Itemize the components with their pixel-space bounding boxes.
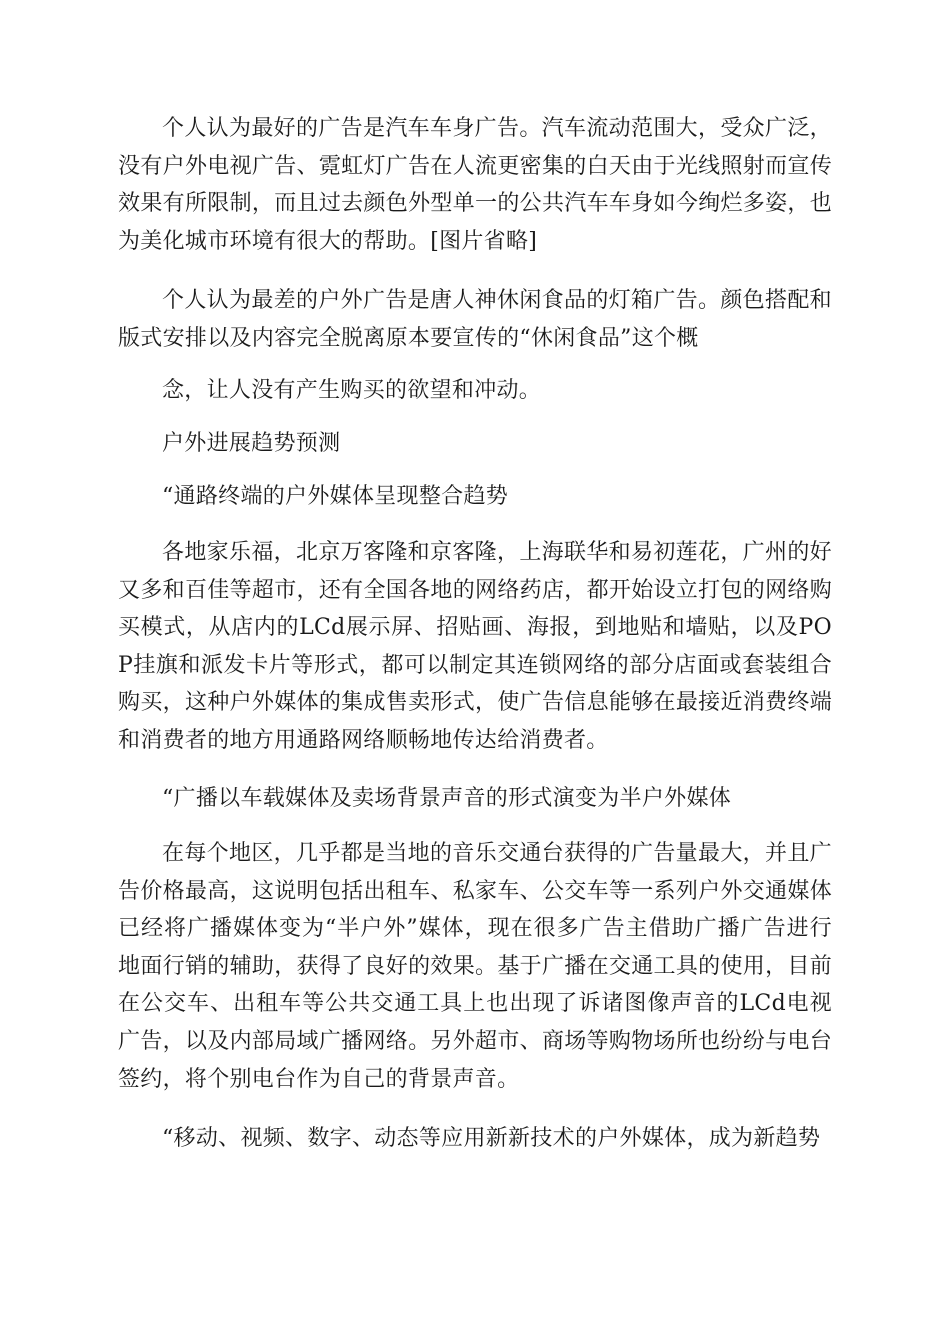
subheading-channel-terminal: “通路终端的户外媒体呈现整合趋势 bbox=[162, 484, 509, 509]
paragraph-worst-ad: 个人认为最差的户外广告是唐人神休闲食品的灯箱广告。颜色搭配和版式安排以及内容完全脱离原本要宣传的“休闲食品”这个概 bbox=[118, 288, 832, 351]
section-heading-trend-forecast: 户外进展趋势预测 bbox=[162, 431, 341, 456]
paragraph-best-ad: 个人认为最好的广告是汽车车身广告。汽车流动范围大，受众广泛，没有户外电视广告、霓虹灯广告在人流更密集的白天由于光线照射而宣传效果有所限制，而且过去颜色外型单一的公共汽车车身如今绚烂多姿，也为美化城市环境有很大的帮助。[图片省略] bbox=[118, 116, 832, 254]
paragraph-worst-ad-continued: 念，让人没有产生购买的欲望和冲动。 bbox=[162, 378, 542, 403]
subheading-new-tech-media: “移动、视频、数字、动态等应用新新技术的户外媒体，成为新趋势 bbox=[162, 1126, 821, 1151]
paragraph-supermarket-media: 各地家乐福，北京万客隆和京客隆，上海联华和易初莲花，广州的好又多和百佳等超市，还有全国各地的网络药店，都开始设立打包的网络购买模式，从店内的LCd展示屏、招贴画、海报，到地贴和墙贴，以及POP挂旗和派发卡片等形式，都可以制定其连锁网络的部分店面或套装组合购买，这种户外媒体的集成售卖形式，使广告信息能够在最接近消费终端和消费者的地方用通路网络顺畅地传达给消费者。 bbox=[118, 540, 832, 753]
paragraph-radio-media: 在每个地区，几乎都是当地的音乐交通台获得的广告量最大，并且广告价格最高，这说明包括出租车、私家车、公交车等一系列户外交通媒体已经将广播媒体变为“半户外”媒体，现在很多广告主借助广播广告进行地面行销的辅助，获得了良好的效果。基于广播在交通工具的使用，目前在公交车、出租车等公共交通工具上也出现了诉诸图像声音的LCd电视广告，以及内部局域广播网络。另外超市、商场等购物场所也纷纷与电台签约，将个别电台作为自己的背景声音。 bbox=[118, 841, 832, 1092]
subheading-radio-media: “广播以车载媒体及卖场背景声音的形式演变为半户外媒体 bbox=[162, 786, 732, 811]
